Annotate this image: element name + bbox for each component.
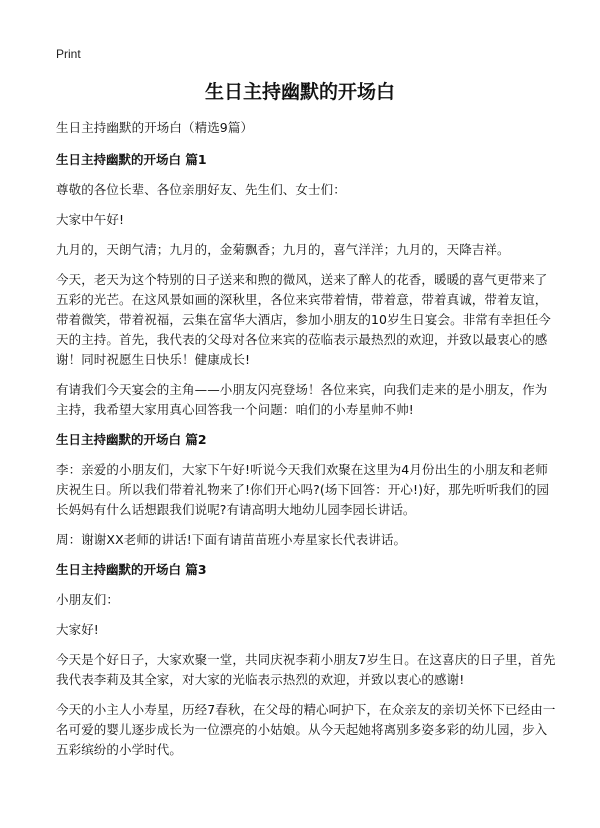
section-1-paragraph: 九月的，天朗气清；九月的，金菊飘香；九月的，喜气洋洋；九月的，天降吉祥。	[56, 242, 510, 257]
document-subtitle: 生日主持幽默的开场白（精选9篇）	[56, 120, 254, 135]
section-1-paragraph: 有请我们今天宴会的主角——小朋友闪亮登场！各位来宾，向我们走来的是小朋友，作为主持，我希望大家用真心回答我一个问题：咱们的小寿星帅不帅!	[56, 382, 548, 417]
section-1-paragraph: 今天，老天为这个特别的日子送来和煦的微风，送来了醉人的花香，暖暖的喜气更带来了五彩的光芒。在这风景如画的深秋里，各位来宾带着情，带着意，带着真诚，带着友谊，带着微笑，带着祝福，云集在富华大酒店，参加小朋友的10岁生日宴会。非常有幸担任今天的主持。首先，我代表的父母对各位来宾的莅临表示最热烈的欢迎，并致以最衷心的感谢！同时祝愿生日快乐！健康成长!	[56, 272, 551, 367]
section-3-paragraph: 大家好!	[56, 622, 99, 637]
section-3-paragraph: 今天的小主人小寿星，历经7春秋，在父母的精心呵护下，在众亲友的亲切关怀下已经由一名可爱的婴儿逐步成长为一位漂亮的小姑娘。从今天起她将离别多姿多彩的幼儿园，步入五彩缤纷的小学时代。	[56, 702, 556, 757]
section-3-paragraph: 小朋友们：	[56, 592, 120, 607]
section-1-paragraph: 尊敬的各位长辈、各位亲朋好友、先生们、女士们：	[56, 182, 346, 197]
document-title: 生日主持幽默的开场白	[204, 81, 395, 103]
document-body	[56, 118, 556, 770]
section-heading-3: 生日主持幽默的开场白 篇3	[56, 562, 207, 577]
section-3-paragraph: 今天是个好日子，大家欢聚一堂，共同庆祝李莉小朋友7岁生日。在这喜庆的日子里，首先我代表李莉及其全家，对大家的光临表示热烈的欢迎，并致以衷心的感谢!	[56, 652, 556, 687]
section-2-paragraph: 李：亲爱的小朋友们，大家下午好!听说今天我们欢聚在这里为4月份出生的小朋友和老师庆祝生日。所以我们带着礼物来了!你们开心吗?(场下回答：开心!)好，那先听听我们的园长妈妈有什么话想跟我们说呢?有请高明大地幼儿园李园长讲话。	[56, 462, 550, 517]
section-heading-2: 生日主持幽默的开场白 篇2	[56, 432, 207, 447]
section-heading-1: 生日主持幽默的开场白 篇1	[56, 152, 207, 167]
section-1-paragraph: 大家中午好!	[56, 212, 125, 227]
print-link[interactable]: Print	[56, 47, 81, 61]
section-2-paragraph: 周：谢谢XX老师的讲话!下面有请苗苗班小寿星家长代表讲话。	[56, 532, 407, 547]
